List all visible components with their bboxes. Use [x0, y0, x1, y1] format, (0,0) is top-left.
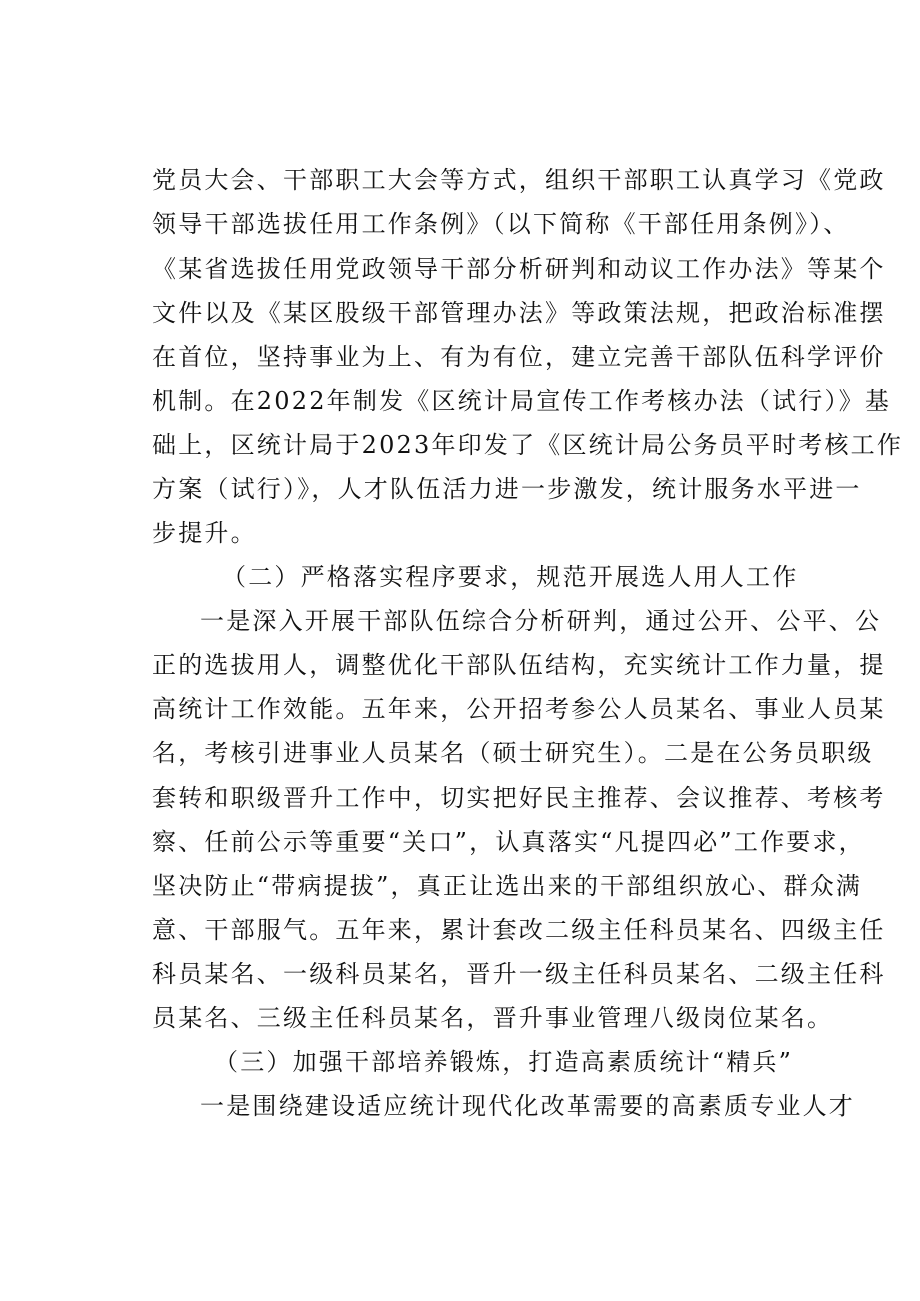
paragraph-line: 一是深入开展干部队伍综合分析研判，通过公开、公平、公 — [200, 607, 882, 635]
paragraph-line: 在首位，坚持事业为上、有为有位，建立完善干部队伍科学评价 — [152, 343, 886, 371]
section-heading: （二）严格落实程序要求，规范开展选人用人工作 — [222, 563, 799, 591]
paragraph-line: 步提升。 — [152, 519, 257, 547]
paragraph-line: 意、干部服气。五年来，累计套改二级主任科员某名、四级主任 — [152, 916, 886, 944]
paragraph-line: 员某名、三级主任科员某名，晋升事业管理八级岗位某名。 — [152, 1004, 834, 1032]
paragraph-line: 一是围绕建设适应统计现代化改革需要的高素质专业人才 — [200, 1092, 855, 1120]
paragraph-line: 础上，区统计局于2023年印发了《区统计局公务员平时考核工作 — [152, 431, 904, 459]
paragraph-line: 名，考核引进事业人员某名（硕士研究生）。二是在公务员职级 — [152, 739, 874, 767]
paragraph-line: 文件以及《某区股级干部管理办法》等政策法规，把政治标准摆 — [152, 299, 886, 327]
section-heading: （三）加强干部培养锻炼，打造高素质统计“精兵” — [214, 1048, 794, 1076]
paragraph-line: 高统计工作效能。五年来，公开招考参公人员某名、事业人员某 — [152, 695, 886, 723]
paragraph-line: 套转和职级晋升工作中，切实把好民主推荐、会议推荐、考核考 — [152, 784, 886, 812]
paragraph-line: 党员大会、干部职工大会等方式，组织干部职工认真学习《党政 — [152, 166, 886, 194]
paragraph-line: 《某省选拔任用党政领导干部分析研判和动议工作办法》等某个 — [152, 255, 886, 283]
paragraph-line: 方案（试行）》，人才队伍活力进一步激发，统计服务水平进一 — [152, 475, 862, 503]
paragraph-line: 正的选拔用人，调整优化干部队伍结构，充实统计工作力量，提 — [152, 651, 886, 679]
paragraph-line: 察、任前公示等重要“关口”，认真落实“凡提四必”工作要求， — [152, 828, 865, 856]
paragraph-line: 机制。在2022年制发《区统计局宣传工作考核办法（试行）》基 — [152, 387, 892, 415]
paragraph-line: 领导干部选拔任用工作条例》（以下简称《干部任用条例》）、 — [152, 210, 850, 238]
paragraph-line: 坚决防止“带病提拔”，真正让选出来的干部组织放心、群众满 — [152, 872, 863, 900]
paragraph-line: 科员某名、一级科员某名，晋升一级主任科员某名、二级主任科 — [152, 960, 886, 988]
